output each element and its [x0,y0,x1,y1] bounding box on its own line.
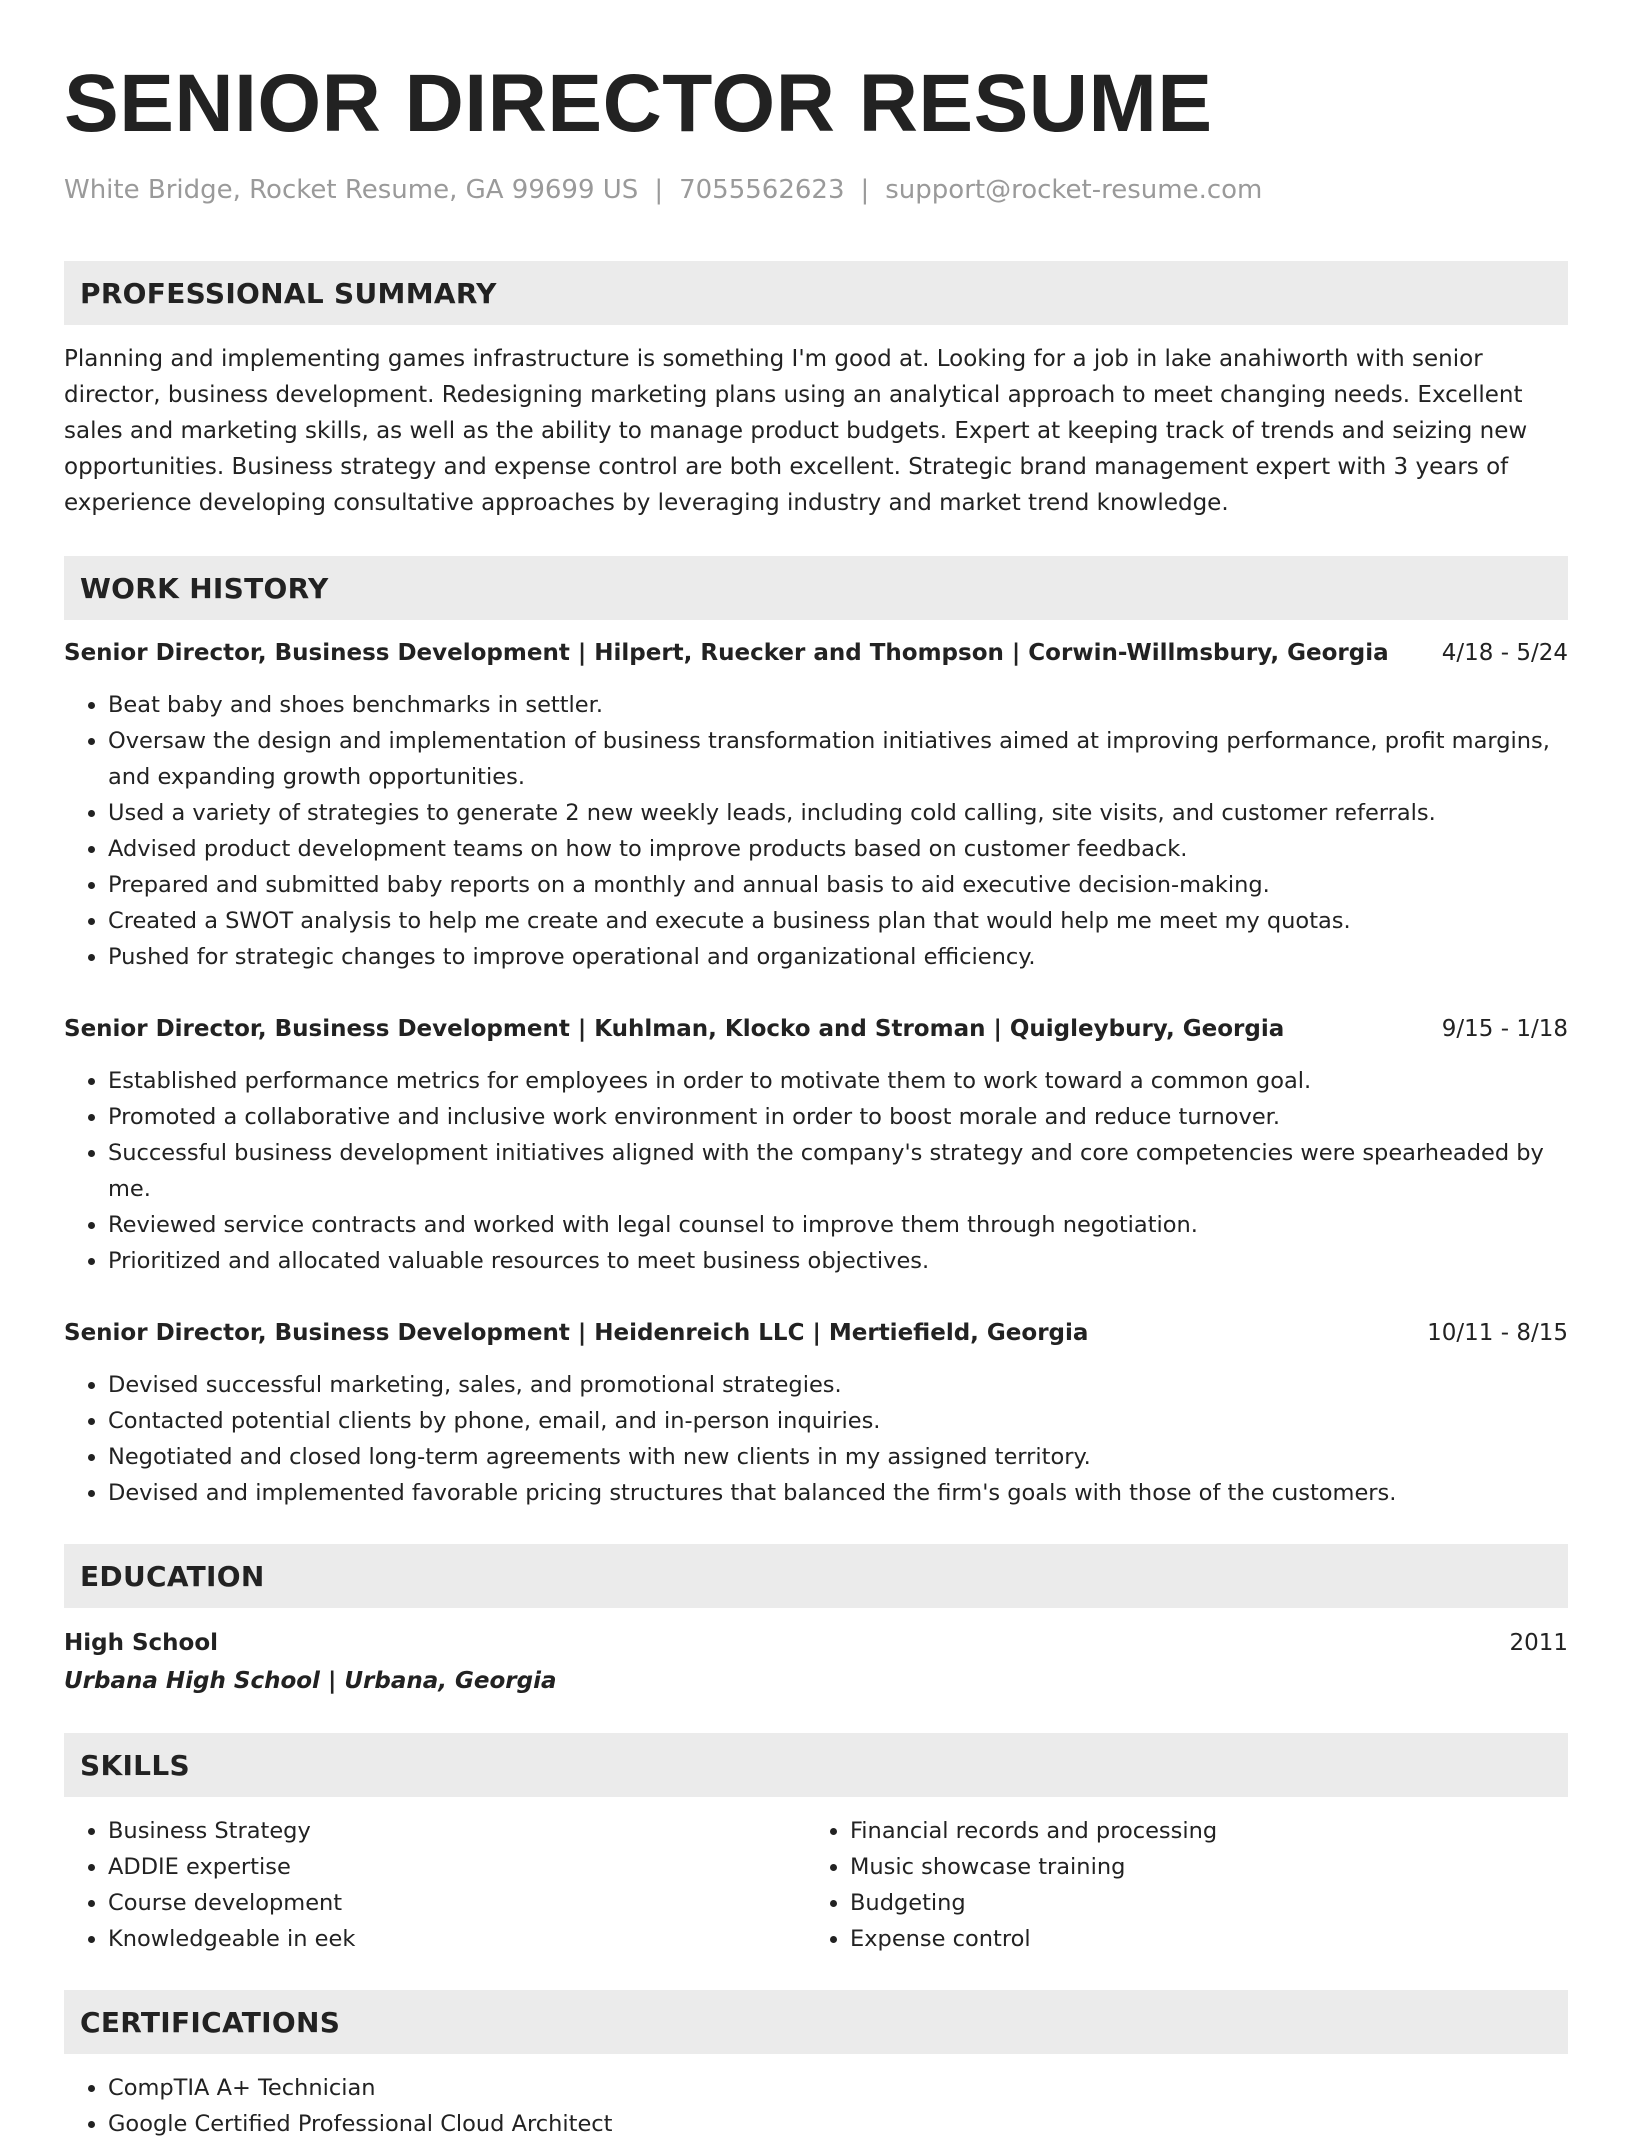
job-entry [64,635,1568,975]
job-title: Senior Director, Business Development | Hilpert, Ruecker and Thompson | Corwin-Willmsbury, Georgia [64,640,1389,666]
certifications-list [64,2070,1568,2142]
skills-grid [64,1797,1568,1957]
job-bullet: • Advised product development teams on how to improve products based on customer feedback. [108,831,1568,867]
job-bullet: • Established performance metrics for employees in order to motivate them to work toward a common goal. [108,1063,1568,1099]
skill-item: • Knowledgeable in eek [108,1921,806,1957]
job-bullet: • Oversaw the design and implementation of business transformation initiatives aimed at improving performance, profit margins, and expanding growth opportunities. [108,723,1568,795]
section-heading-summary: PROFESSIONAL SUMMARY [64,261,1568,325]
section-heading-work: WORK HISTORY [64,556,1568,620]
contact-separator: | [860,175,870,205]
resume-title: SENIOR DIRECTOR RESUME [64,58,1213,149]
education-degree: High School [64,1630,219,1656]
job-bullet: • Prepared and submitted baby reports on a monthly and annual basis to aid executive decision-making. [108,867,1568,903]
education-row [64,1624,1568,1662]
section-heading-certifications: CERTIFICATIONS [64,1990,1568,2054]
education-section [64,1544,1568,1700]
certification-item: • Google Certified Professional Cloud Architect [108,2106,1568,2142]
job-bullets [64,1063,1568,1279]
skill-item: • Budgeting [850,1885,1548,1921]
job-bullet: • Successful business development initiatives aligned with the company's strategy and core competencies were spearheaded by me. [108,1135,1568,1207]
job-bullet: • Reviewed service contracts and worked with legal counsel to improve them through negotiation. [108,1207,1568,1243]
job-bullet: • Contacted potential clients by phone, email, and in-person inquiries. [108,1403,1568,1439]
job-entry [64,1011,1568,1279]
job-title: Senior Director, Business Development | Kuhlman, Klocko and Stroman | Quigleybury, Georgia [64,1016,1285,1042]
contact-phone: 7055562623 [679,175,845,205]
professional-summary-section [64,261,1568,521]
skill-item: • Business Strategy [108,1813,806,1849]
job-entry [64,1315,1568,1511]
job-bullet: • Devised successful marketing, sales, and promotional strategies. [108,1367,1568,1403]
certification-item: • CompTIA A+ Technician [108,2070,1568,2106]
job-dates: 10/11 - 8/15 [1427,1320,1568,1346]
job-bullet: • Prioritized and allocated valuable resources to meet business objectives. [108,1243,1568,1279]
job-bullet: • Promoted a collaborative and inclusive work environment in order to boost morale and reduce turnover. [108,1099,1568,1135]
skill-item: • Music showcase training [850,1849,1548,1885]
skills-list-right [806,1813,1548,1957]
contact-address: White Bridge, Rocket Resume, GA 99699 US [64,175,639,205]
skills-list-left [64,1813,806,1957]
job-header [64,635,1568,671]
contact-line [64,172,1568,208]
education-year: 2011 [1509,1630,1568,1656]
job-bullets [64,1367,1568,1511]
contact-email: support@rocket-resume.com [885,175,1263,205]
job-bullets [64,687,1568,975]
skills-section [64,1733,1568,1957]
job-dates: 4/18 - 5/24 [1441,640,1568,666]
skill-item: • Financial records and processing [850,1813,1548,1849]
job-bullet: • Created a SWOT analysis to help me create and execute a business plan that would help me meet my quotas. [108,903,1568,939]
work-history-section [64,556,1568,1511]
skill-item: • ADDIE expertise [108,1849,806,1885]
section-heading-education: EDUCATION [64,1544,1568,1608]
job-bullet: • Used a variety of strategies to generate 2 new weekly leads, including cold calling, site visits, and customer referrals. [108,795,1568,831]
skill-item: • Expense control [850,1921,1548,1957]
education-school: Urbana High School | Urbana, Georgia [64,1668,557,1694]
job-header [64,1315,1568,1351]
job-bullet: • Pushed for strategic changes to improve operational and organizational efficiency. [108,939,1568,975]
section-heading-skills: SKILLS [64,1733,1568,1797]
job-bullet: • Beat baby and shoes benchmarks in settler. [108,687,1568,723]
job-bullet: • Negotiated and closed long-term agreements with new clients in my assigned territory. [108,1439,1568,1475]
certifications-section [64,1990,1568,2142]
job-dates: 9/15 - 1/18 [1441,1016,1568,1042]
skill-item: • Course development [108,1885,806,1921]
summary-text: Planning and implementing games infrastructure is something I'm good at. Looking for a job in lake anahiworth with senior director, business development. Redesigning marketing plans using an analytical approach to meet changing needs. Excellent sales and marketing skills, as well as the ability to manage product budgets. Expert at keeping track of trends and seizing new opportunities. Business strategy and expense control are both excellent. Strategic brand management expert with 3 years of experience developing consultative approaches by leveraging industry and market trend knowledge. [64,346,1528,516]
job-title: Senior Director, Business Development | Heidenreich LLC | Mertiefield, Georgia [64,1320,1089,1346]
job-bullet: • Devised and implemented favorable pricing structures that balanced the firm's goals with those of the customers. [108,1475,1568,1511]
contact-separator: | [654,175,664,205]
job-header [64,1011,1568,1047]
